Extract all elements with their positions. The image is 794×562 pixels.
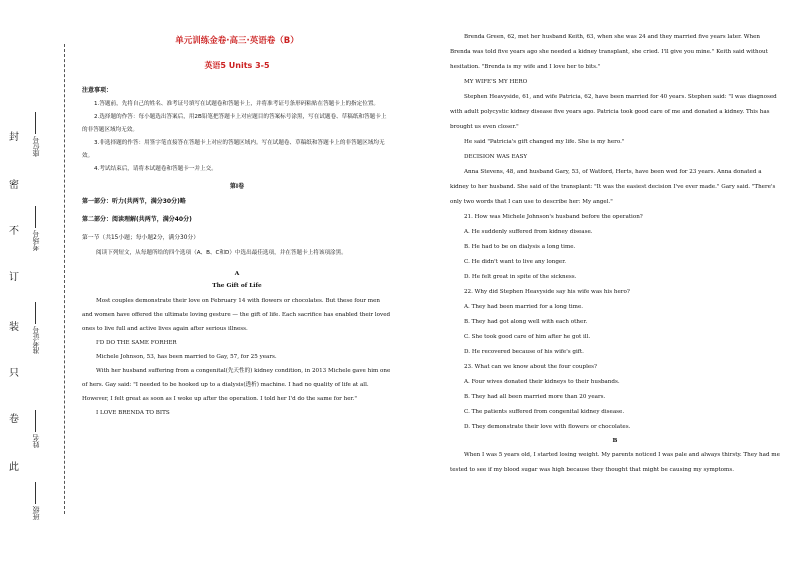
exam-subtitle: 英语5 Units 3-5 bbox=[204, 61, 270, 70]
seal-char: 订 bbox=[9, 272, 19, 283]
question-option: A. He suddenly suffered from kidney disease. bbox=[464, 229, 593, 235]
question-option: A. Four wives donated their kidneys to their husbands. bbox=[464, 379, 620, 385]
notice-title: 注意事项： bbox=[82, 87, 113, 94]
seal-char: 不 bbox=[9, 226, 19, 237]
volume-heading: 第Ⅰ卷 bbox=[229, 183, 245, 190]
binding-line bbox=[64, 44, 65, 514]
question-option: D. They demonstrate their love with flowers or chocolates. bbox=[464, 424, 631, 430]
seal-char: 密 bbox=[9, 180, 19, 191]
name-field: 姓名 bbox=[32, 410, 46, 448]
right-column bbox=[450, 30, 780, 478]
passage-paragraph: Anna Stevens, 48, and husband Gary, 53, of Watford, Herts, have been wed for 23 years. Anna donated a kidney to her husband. She said of the transplant: "It was the easiest decision I've ever made." Gary said. "There's only two words that I can use to describe her: My angel." bbox=[450, 169, 776, 205]
passage-paragraph: Stephen Heavyside, 61, and wife Patricia, 62, have been married for 40 years. Stephen said: "I was diagnosed with adult polycystic kidney disease five years ago. Patricia took good care of me and donated a kidney. This has brought us even closer." bbox=[450, 94, 777, 130]
seat-number-field: 座位号 bbox=[32, 112, 46, 157]
question-stem: 22. Why did Stephen Heavyside say his wife was his hero? bbox=[464, 289, 630, 295]
passage-paragraph: Michele Johnson, 53, has been married to Gay, 57, for 25 years. bbox=[96, 354, 277, 360]
passage-paragraph: Brenda Green, 62, met her husband Keith, 63, when she was 24 and they married five years later. When Brenda was told five years ago she needed a kidney transplant, she cried. I'll give you mine." Keith said without hesitation. "Brenda is my wife and I love her to bits." bbox=[450, 34, 768, 70]
notice-item: 3.非选择题的作答：用签字笔直接答在答题卡上对应的答题区域内。写在试题卷、草稿纸和答题卡上的非答题区域均无效。 bbox=[82, 140, 385, 159]
exam-room-field: 考场号 bbox=[32, 206, 46, 251]
notice-item: 2.选择题的作答：每小题选出答案后，用2B铅笔把答题卡上对应题目的答案标号涂黑，写在试题卷、草稿纸和答题卡上的非答题区域均无效。 bbox=[82, 114, 387, 133]
passage-paragraph: He said "Patricia's gift changed my life. She is my hero." bbox=[464, 139, 625, 145]
passage-subheading: DECISION WAS EASY bbox=[464, 154, 528, 160]
seal-char: 卷 bbox=[9, 414, 19, 425]
passage-subheading: I'D DO THE SAME FORHER bbox=[96, 340, 177, 346]
question-option: B. He had to be on dialysis a long time. bbox=[464, 244, 576, 250]
passage-paragraph: Most couples demonstrate their love on February 14 with flowers or chocolates. But these four men and women have offered the ultimate loving gesture — the gift of life. Each sacrifice has enabled their loved ones to live full and active lives again after serious illness. bbox=[82, 298, 391, 332]
question-option: B. They had got along well with each other. bbox=[464, 319, 588, 325]
question-option: B. They had all been married more than 20 years. bbox=[464, 394, 606, 400]
passage-a-title: The Gift of Life bbox=[212, 283, 262, 289]
seal-char: 装 bbox=[9, 322, 19, 333]
notice-item: 1.答题前，先将自己的姓名、准考证号填写在试题卷和答题卡上，并将准考证号条形码粘贴在答题卡上的指定位置。 bbox=[94, 101, 380, 107]
question-option: D. He felt great in spite of the sickness. bbox=[464, 274, 577, 280]
question-option: C. She took good care of him after he got ill. bbox=[464, 334, 591, 340]
question-stem: 23. What can we know about the four couples? bbox=[464, 364, 598, 370]
class-field: 班级 bbox=[32, 482, 46, 520]
reading-instructions: 阅读下列短文，从每题所给的四个选项（A、B、C和D）中选出最佳选项，并在答题卡上将该项涂黑。 bbox=[96, 250, 347, 256]
passage-paragraph: With her husband suffering from a congenital(先天性的) kidney condition, in 2013 Michele gave him one of hers. Gay said: "I needed to be hooked up to a dialysis(透析) machine. I had no quality of life at all. However, I felt great as soon as I woke up after the operation. I told her I'd do the same for her." bbox=[82, 368, 391, 402]
left-column bbox=[82, 34, 392, 420]
part2-heading: 第二部分：阅读理解(共两节，满分40分) bbox=[82, 216, 192, 223]
passage-subheading: I LOVE BRENDA TO BITS bbox=[96, 410, 170, 416]
seal-char: 封 bbox=[9, 132, 19, 143]
section1-heading: 第一节（共15小题；每小题2分，满分30分） bbox=[82, 235, 199, 241]
question-option: C. He didn't want to live any longer. bbox=[464, 259, 567, 265]
passage-subheading: MY WIFE'S MY HERO bbox=[464, 79, 528, 85]
question-option: C. The patients suffered from congenital kidney disease. bbox=[464, 409, 625, 415]
admission-number-field: 准考证号 bbox=[32, 302, 46, 354]
passage-paragraph: When I was 5 years old, I started losing weight. My parents noticed I was pale and always thirsty. They had me tested to see if my blood sugar was high because they thought that might be causing my symptoms. bbox=[450, 452, 780, 473]
seal-char: 此 bbox=[9, 462, 19, 473]
question-option: A. They had been married for a long time. bbox=[464, 304, 584, 310]
question-stem: 21. How was Michele Johnson's husband before the operation? bbox=[464, 214, 643, 220]
seal-char: 只 bbox=[9, 368, 19, 379]
notice-item: 4.考试结束后，请将本试题卷和答题卡一并上交。 bbox=[94, 166, 217, 172]
exam-title: 单元训练金卷·高三·英语卷（B） bbox=[175, 36, 299, 46]
passage-a-label: A bbox=[234, 271, 240, 277]
passage-b-label: B bbox=[612, 438, 618, 444]
question-option: D. He recovered because of his wife's gift. bbox=[464, 349, 584, 355]
part1-heading: 第一部分：听力(共两节，满分30分)略 bbox=[82, 198, 186, 205]
